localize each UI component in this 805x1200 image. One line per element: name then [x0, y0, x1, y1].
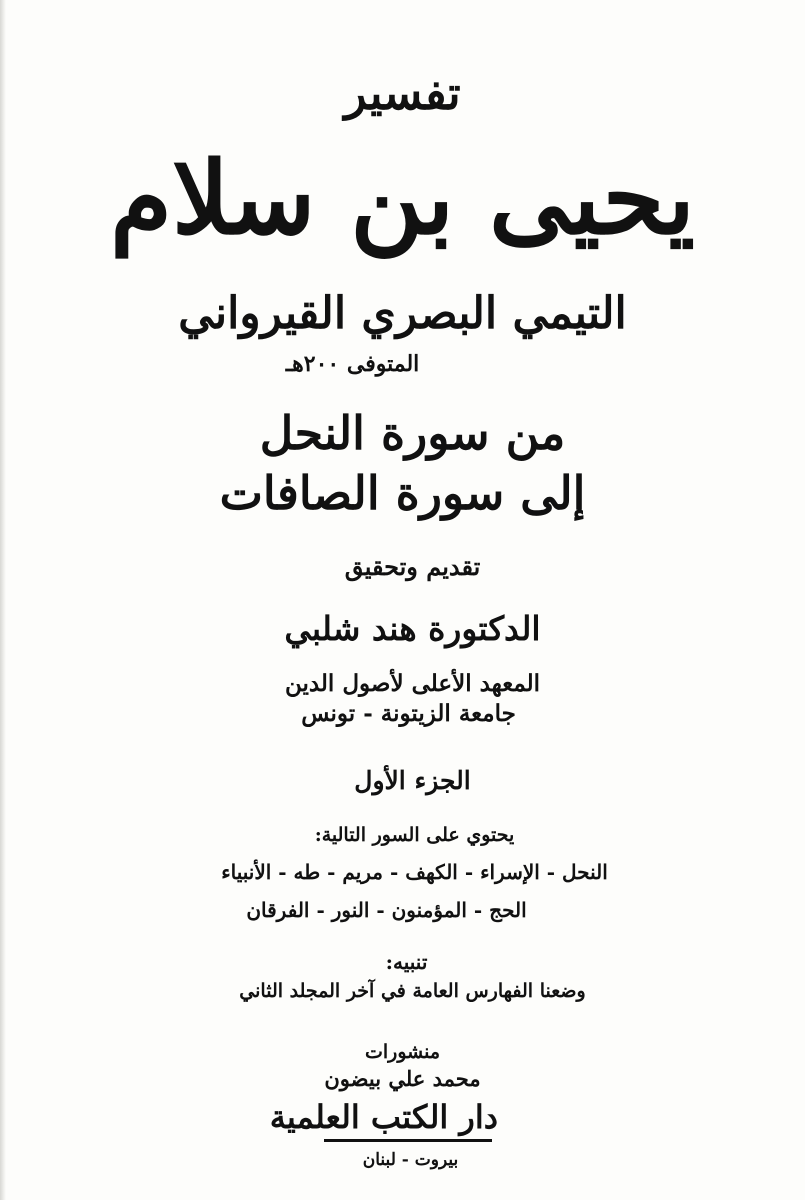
notice-text: وضعنا الفهارس العامة في آخر المجلد الثاني [239, 980, 586, 1002]
publisher-logo-text: دار الكتب العلمية [269, 1098, 498, 1136]
range-from: من سورة النحل [259, 406, 566, 460]
publisher-logo-underline [324, 1139, 492, 1142]
suras-line-1: النحل - الإسراء - الكهف - مريم - طه - الأنبياء [221, 860, 608, 884]
publisher-city: بيروت - لبنان [362, 1150, 459, 1170]
editor-university: جامعة الزيتونة - تونس [301, 700, 516, 727]
editor-institution: المعهد الأعلى لأصول الدين [284, 670, 541, 697]
author-nisba: التيمي البصري القيرواني [178, 288, 627, 339]
book-heading: تفسير [344, 66, 461, 120]
author-name: يحيى بن سلام [110, 139, 695, 257]
author-death-date: المتوفى ٢٠٠هـ [285, 351, 420, 377]
volume-label: الجزء الأول [354, 766, 471, 795]
publisher-logo [269, 1098, 498, 1144]
publications-label: منشورات [364, 1041, 441, 1063]
notice-heading: تنبيه: [385, 950, 428, 974]
suras-line-2: الحج - المؤمنون - النور - الفرقان [246, 898, 527, 922]
contents-label: يحتوي على السور التالية: [314, 824, 515, 846]
editor-name: الدكتورة هند شلبي [284, 609, 541, 648]
range-to: إلى سورة الصافات [219, 466, 586, 520]
publisher-person: محمد علي بيضون [324, 1066, 481, 1091]
edit-label: تقديم وتحقيق [344, 552, 481, 581]
